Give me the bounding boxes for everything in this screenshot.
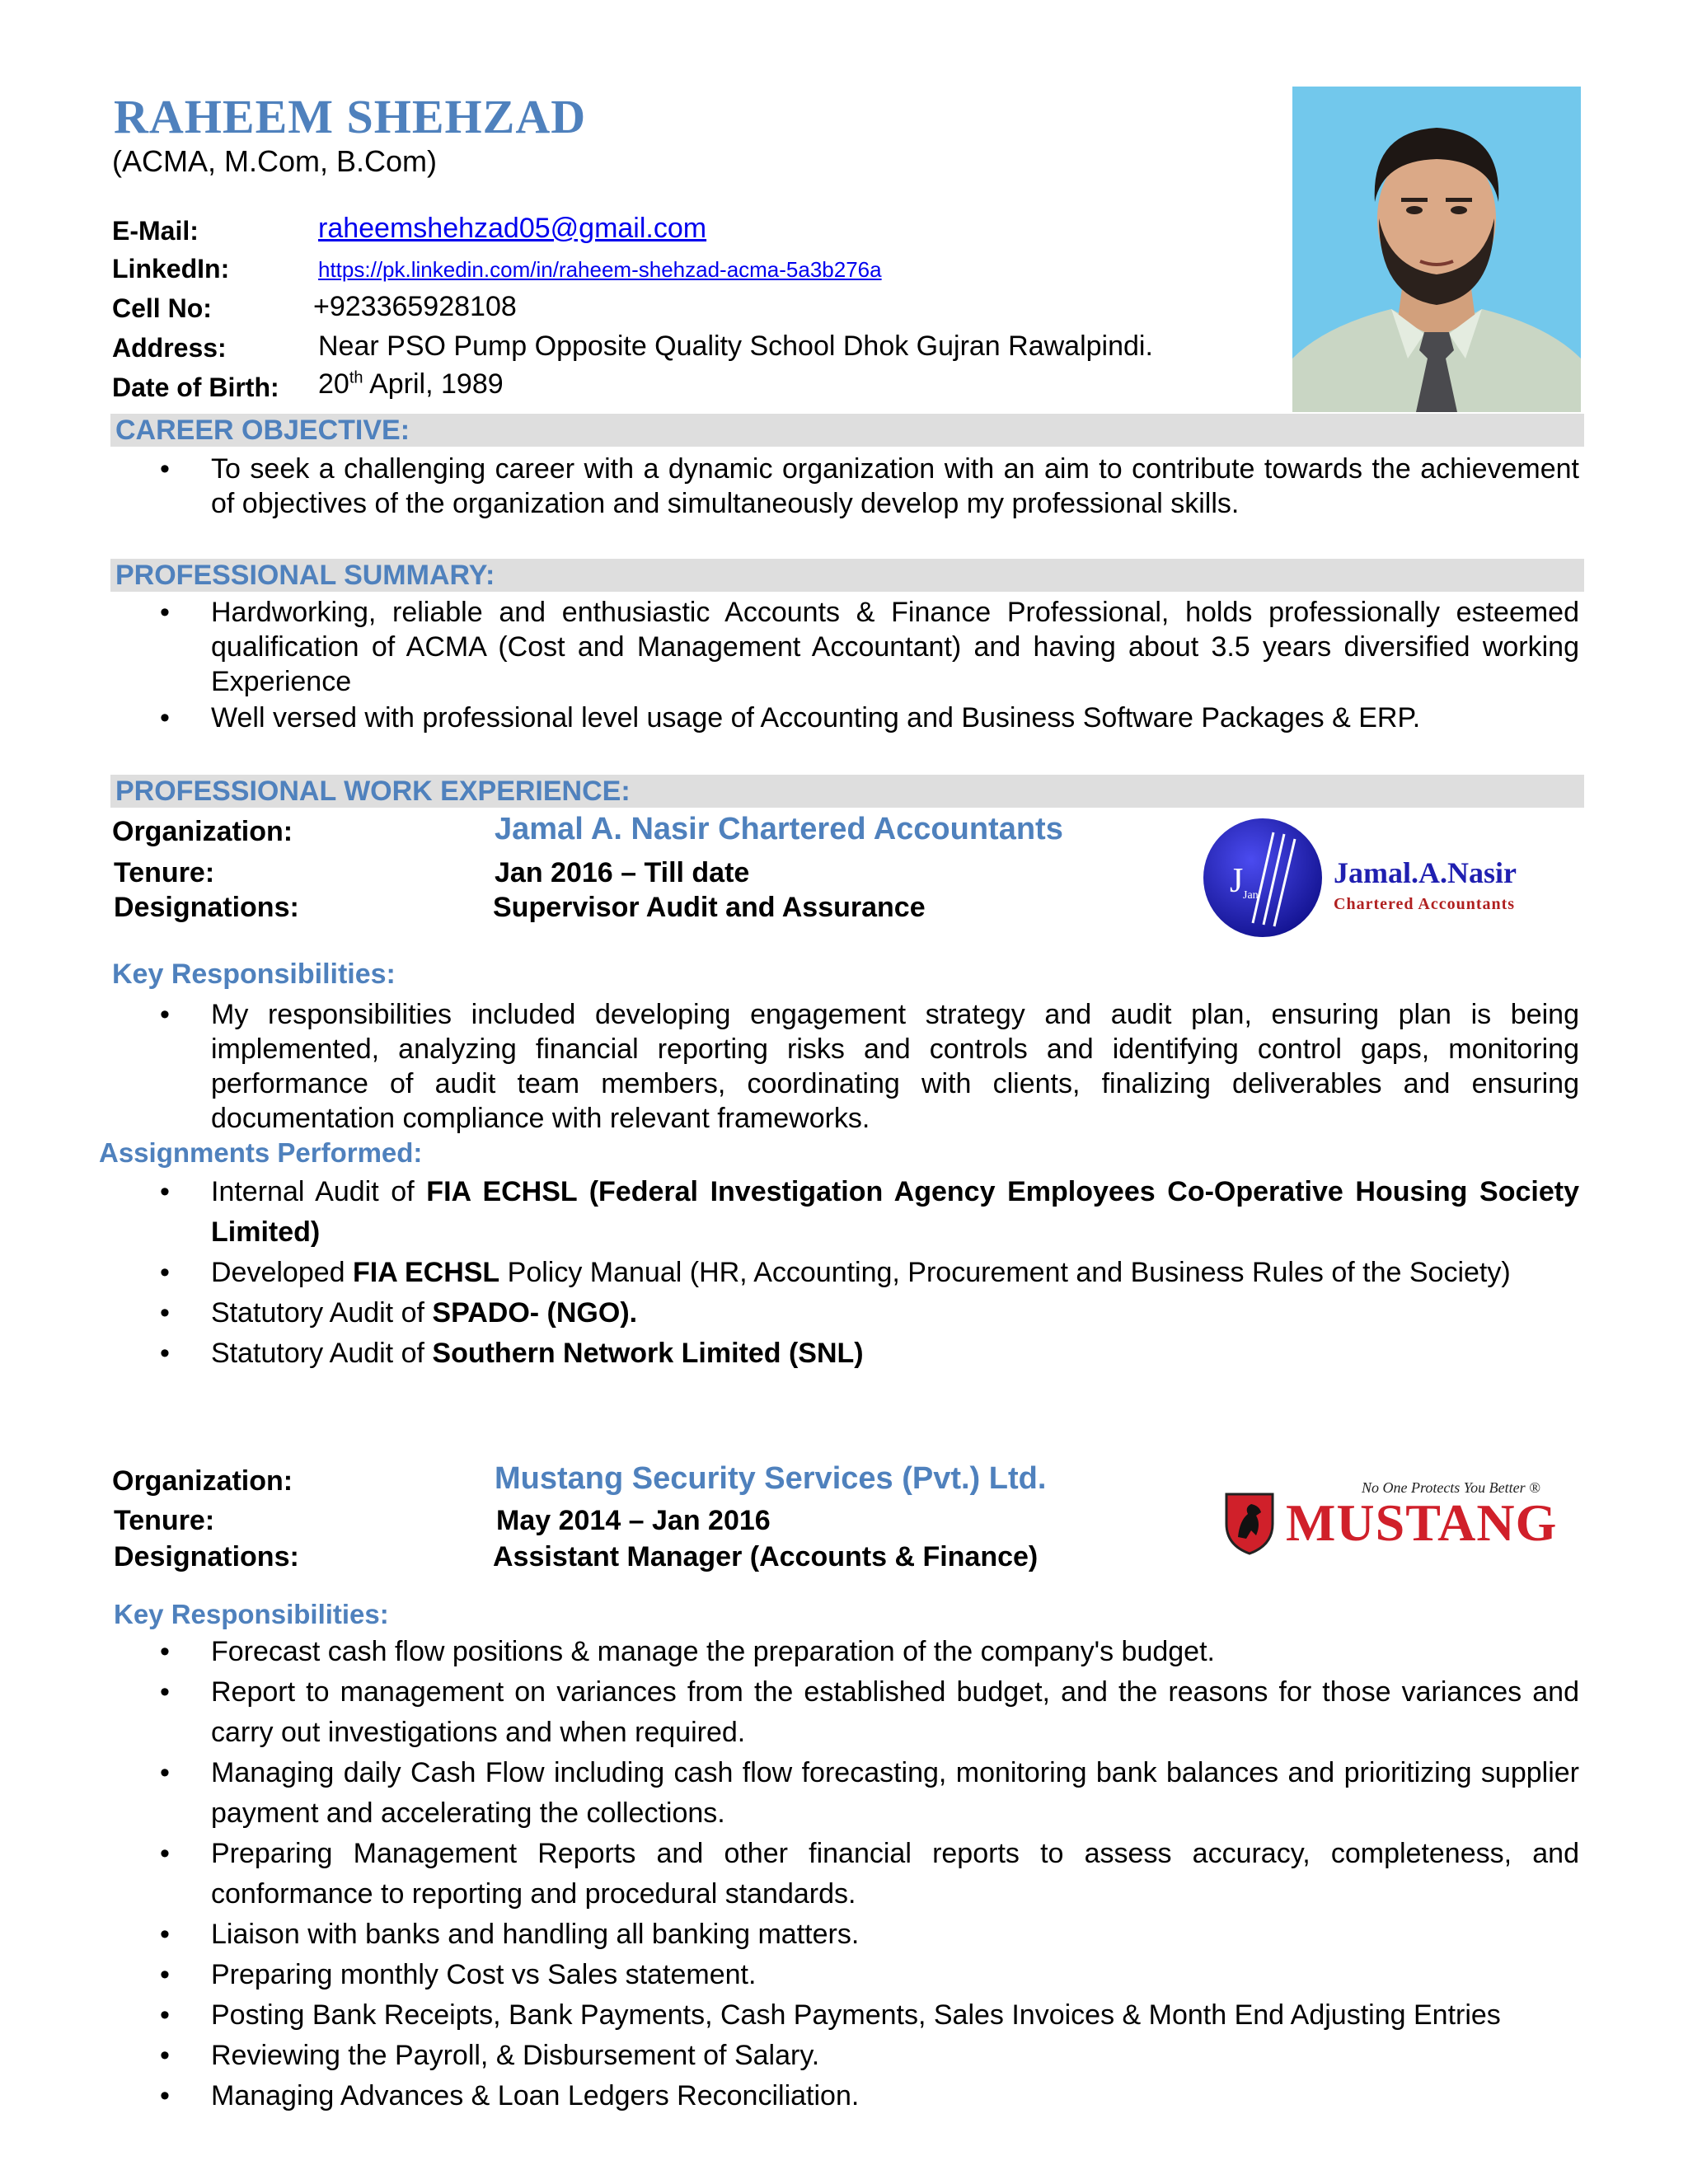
- dob-label: Date of Birth:: [112, 373, 279, 402]
- list-item: • Statutory Audit of SPADO- (NGO).: [112, 1293, 1579, 1333]
- list-item: • Forecast cash flow positions & manage the preparation of the company's budget.: [112, 1632, 1579, 1672]
- professional-summary-title: PROFESSIONAL SUMMARY:: [115, 560, 495, 591]
- address-value: Near PSO Pump Opposite Quality School Dhok Gujran Rawalpindi.: [318, 330, 1153, 362]
- professional-summary-list: [112, 595, 1579, 735]
- job1-tenure-label: Tenure:: [114, 857, 215, 888]
- candidate-name: RAHEEM SHEHZAD: [114, 90, 587, 143]
- job1-responsibilities: [112, 997, 1579, 1136]
- job1-designation-label: Designations:: [114, 892, 299, 923]
- jan-logo-sub: Chartered Accountants: [1334, 895, 1516, 913]
- list-item: • Preparing Management Reports and other financial reports to assess accuracy, completeness, and conformance to reporting and procedural standards.: [112, 1834, 1579, 1915]
- list-item: • Developed FIA ECHSL Policy Manual (HR, Accounting, Procurement and Business Rules of the Society): [112, 1253, 1579, 1293]
- list-item: • Report to management on variances from the established budget, and the reasons for those variances and carry out investigations and when required.: [112, 1672, 1579, 1753]
- linkedin-label: LinkedIn:: [112, 254, 230, 284]
- cell-label: Cell No:: [112, 293, 212, 323]
- list-item: • My responsibilities included developing engagement strategy and audit plan, ensuring plan is being implemented, analyzing financial reporting risks and controls and identifying control gaps, monitoring performance of audit team members, coordinating with clients, finalizing deliverables and ensuring documentation compliance with relevant frameworks.: [112, 997, 1579, 1136]
- jamal-nasir-logo: [1195, 816, 1582, 940]
- dob-value: 20th April, 1989: [318, 368, 504, 400]
- qualifications: (ACMA, M.Com, B.Com): [112, 144, 438, 178]
- career-objective-list: [112, 452, 1579, 521]
- jan-logo-name: Jamal.A.Nasir: [1334, 856, 1517, 889]
- list-item: • Internal Audit of FIA ECHSL (Federal Investigation Agency Employees Co-Operative Housing Society Limited): [112, 1172, 1579, 1253]
- list-item: • Statutory Audit of Southern Network Limited (SNL): [112, 1333, 1579, 1374]
- cell-number: +923365928108: [313, 291, 517, 322]
- svg-text:Jan: Jan: [1243, 889, 1259, 902]
- email-link[interactable]: raheemshehzad05@gmail.com: [318, 213, 707, 244]
- job1-assignments: [112, 1172, 1579, 1374]
- mustang-logo-name: MUSTANG: [1286, 1493, 1558, 1552]
- linkedin-link[interactable]: https://pk.linkedin.com/in/raheem-shehzad-acma-5a3b276a: [318, 257, 882, 282]
- horse-shield-icon: [1223, 1491, 1276, 1555]
- job2-responsibilities: [112, 1632, 1579, 2116]
- address-label: Address:: [112, 333, 227, 363]
- job2-organization: Mustang Security Services (Pvt.) Ltd.: [495, 1461, 1047, 1496]
- list-item: • Managing daily Cash Flow including cash flow forecasting, monitoring bank balances and prioritizing supplier payment and accelerating the collections.: [112, 1753, 1579, 1834]
- list-item: • Well versed with professional level usage of Accounting and Business Software Packages & ERP.: [112, 701, 1579, 735]
- list-item: • Managing Advances & Loan Ledgers Reconciliation.: [112, 2076, 1579, 2116]
- job2-designation: Assistant Manager (Accounts & Finance): [493, 1541, 1039, 1572]
- email-label: E-Mail:: [112, 216, 199, 246]
- job2-key-resp-title: Key Responsibilities:: [114, 1599, 389, 1629]
- list-item: • Preparing monthly Cost vs Sales statement.: [112, 1955, 1579, 1995]
- job1-key-resp-title: Key Responsibilities:: [112, 958, 396, 990]
- job1-assignments-title: Assignments Performed:: [99, 1137, 423, 1168]
- mustang-logo: [1223, 1479, 1558, 1562]
- job2-tenure: May 2014 – Jan 2016: [496, 1505, 771, 1536]
- list-item: • Liaison with banks and handling all banking matters.: [112, 1915, 1579, 1955]
- job1-tenure: Jan 2016 – Till date: [495, 857, 750, 888]
- job2-designation-label: Designations:: [114, 1541, 299, 1572]
- list-item: • To seek a challenging career with a dynamic organization with an aim to contribute towards the achievement of objectives of the organization and simultaneously develop my professional skills.: [112, 452, 1579, 521]
- list-item: • Hardworking, reliable and enthusiastic Accounts & Finance Professional, holds professionally esteemed qualification of ACMA (Cost and Management Accountant) and having about 3.5 years diversified working Experience: [112, 595, 1579, 699]
- svg-text:J: J: [1230, 862, 1244, 900]
- work-experience-title: PROFESSIONAL WORK EXPERIENCE:: [115, 776, 631, 807]
- job1-organization: Jamal A. Nasir Chartered Accountants: [495, 812, 1063, 846]
- jan-logo-icon: [1195, 816, 1335, 940]
- profile-photo: [1292, 87, 1581, 412]
- mustang-tagline: No One Protects You Better ®: [1362, 1479, 1540, 1496]
- list-item: • Posting Bank Receipts, Bank Payments, Cash Payments, Sales Invoices & Month End Adjusting Entries: [112, 1995, 1579, 2036]
- job2-tenure-label: Tenure:: [114, 1505, 215, 1536]
- list-item: • Reviewing the Payroll, & Disbursement of Salary.: [112, 2036, 1579, 2076]
- job1-organization-label: Organization:: [112, 816, 293, 847]
- job2-organization-label: Organization:: [112, 1465, 293, 1497]
- job1-designation: Supervisor Audit and Assurance: [493, 892, 926, 923]
- career-objective-title: CAREER OBJECTIVE:: [115, 415, 410, 446]
